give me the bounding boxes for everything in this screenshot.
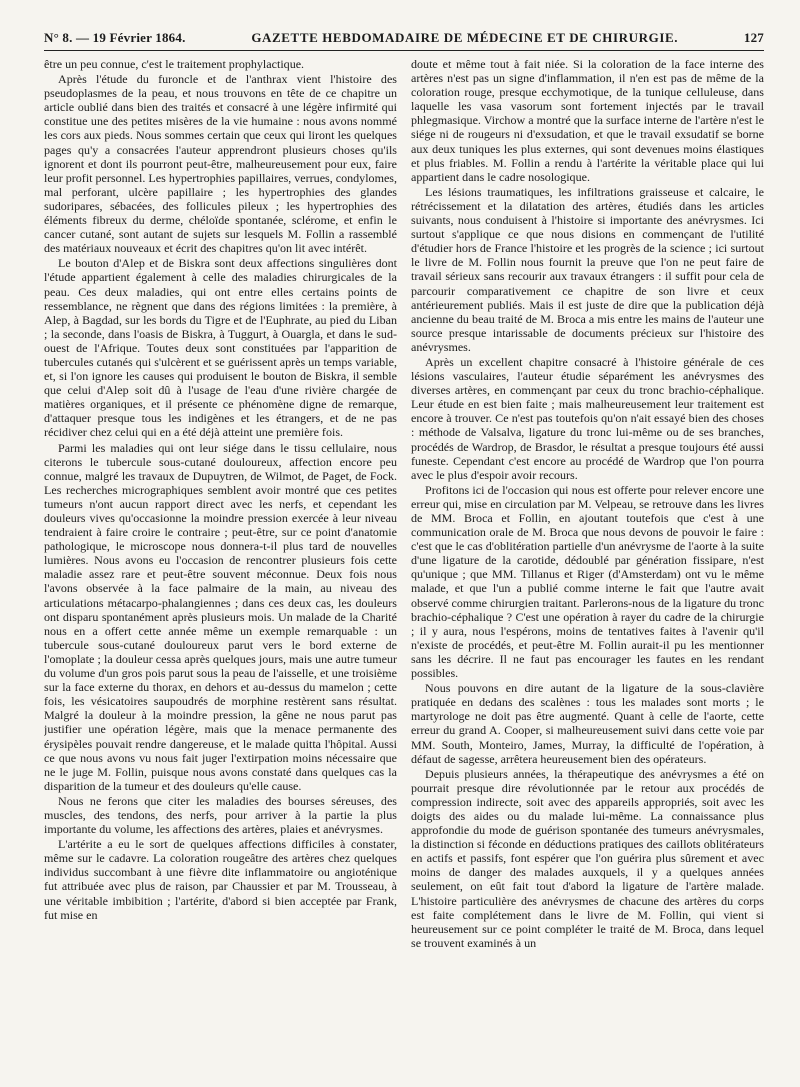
- page-number: 127: [743, 30, 764, 45]
- paragraph: Nous ne ferons que citer les maladies des bourses séreuses, des muscles, des tendons, des nerfs, pour arriver à la partie la plus importante du volume, les affections des artères, plaies et anévrysmes.: [44, 793, 397, 837]
- paragraph: Après un excellent chapitre consacré à l'histoire générale de ces lésions vasculaires, l'auteur étudie séparément les anévrysmes des diverses artères, en commençant par ceux du tronc brachio-céphalique. Leur étude en est bien faite ; mais malheureusement leur traitement est encore à trouver. Ce n'est pas toutefois qu'on n'ait essayé bien des choses : méthode de Valsalva, ligature du tronc lui-même ou de ses branches, procédés de Wardrop, de Brasdor, le résultat a presque toujours été aussi funeste. Cependant c'est encore au procédé de Wardrop que l'on pourra avec le plus d'espoir avoir recours.: [411, 354, 764, 482]
- paragraph: Nous pouvons en dire autant de la ligature de la sous-clavière pratiquée en dedans des scalènes : tous les malades sont morts ; le martyrologe ne doit pas être augmenté. Quant à celle de l'aorte, cette erreur du grand A. Cooper, si malheureusement suivi dans cette voie par MM. South, Monteiro, James, Murray, la difficulté de l'opération, à défaut de sagesse, arrêtera heureusement bien des opérateurs.: [411, 681, 764, 766]
- paragraph: être un peu connue, c'est le traitement prophylactique.: [44, 57, 305, 71]
- paragraph: doute et même tout à fait niée. Si la coloration de la face interne des artères n'est pas un signe d'inflammation, il n'en est pas de même de la coloration rouge, presque ecchymotique, de la tunique celluleuse, dans laquelle les vasa vasorum sont fortement injectés par le travail phlegmasique. Virchow a montré que la surface interne de l'artère n'est le siége ni de rougeurs ni d'exsudation, et que le travail exsudatif se borne aux deux tuniques les plus externes, qui sont devenues moins élastiques et plus friables. M. Follin a rendu à l'artérite la véritable place qui lui appartient dans le cadre nosologique.: [411, 57, 764, 184]
- paragraph: Parmi les maladies qui ont leur siége dans le tissu cellulaire, nous citerons le tubercule sous-cutané douloureux, affection encore peu connue, malgré les travaux de Dupuytren, de Wilmot, de Paget, de Fock. Les recherches micrographiques semblent avoir montré que ces petites tumeurs n'ont aucun rapport direct avec les nerfs, et cependant les douleurs vives qu'occasionne la moindre pression exercée à leur niveau tendraient à faire croire le contraire ; peut-être, sur ce point d'anatomie pathologique, le microscope nous donnera-t-il plus tard de nouvelles lumières. Nous avons eu l'occasion de rencontrer plusieurs fois cette maladie assez rare et peut-être souvent méconnue. Deux fois nous l'avons observée à la face palmaire de la main, au niveau des articulations métacarpo-phalangiennes ; dans ces deux cas, les douleurs ont disparu spontanément après plusieurs mois. Un malade de la Charité nous en a offert cette année même un exemple remarquable : un tubercule sous-cutané douloureux parut vers le bord externe de l'omoplate ; la douleur cessa après quelques jours, mais une autre tumeur du volume d'un gros pois parut sous la peau de l'aisselle, et une troisième sur la face externe du thorax, en dehors et au-dessus du mamelon ; cette fois, les vésicatoires saupoudrés de morphine restèrent sans résultat. Malgré la douleur à la moindre pression, la gêne ne nous parut pas justifier une opération légère, mais que la menace permanente des érysipèles pouvait rendre dangereuse, et le malade quitta l'hôpital. Aussi ce que nous avons vu nous fait juger l'extirpation moins nécessaire que ne le juge M. Follin, puisque nous avons constaté dans quelques cas la disparition de la tumeur et des douleurs qu'elle cause.: [44, 440, 397, 793]
- page-header: [44, 30, 764, 51]
- text-columns: [44, 57, 764, 1062]
- right-column: [411, 57, 764, 1062]
- left-column: [44, 57, 397, 1062]
- paragraph: Profitons ici de l'occasion qui nous est offerte pour relever encore une erreur qui, mise en circulation par M. Velpeau, se retrouve dans les livres de MM. Broca et Follin, en ajoutant toutefois que c'est à une communication orale de M. Broca que nous devons de pouvoir le faire : c'est que le cas d'oblitération partielle d'un anévrysme de l'aorte à la suite d'une ligature de la carotide, dédoublé par génération fissipare, n'est qu'unique ; que MM. Tillanus et Riger (d'Amsterdam) ont vu le même malade, et que l'un a publié comme interne le fait que l'autre avait observé comme chirurgien traitant. Parlerons-nous de la ligature du tronc brachio-céphalique ? C'est une opération à rayer du cadre de la chirurgie ; il y aura, nous l'espérons, moins de tentatives faites à l'avenir qu'il n'existe de procédés, et peut-être M. Follin aurait-il pu les mentionner sans les décrire. Il ne faut pas encourager les fautes en les rendant possibles.: [411, 482, 764, 681]
- paragraph: L'artérite a eu le sort de quelques affections difficiles à constater, même sur le cadavre. La coloration rougeâtre des artères chez quelques individus succombant à une fièvre dite inflammatoire ou angioténique fut attribuée avec plus de raison, par Chaussier et par M. Trousseau, à une véritable imbibition ; l'artérite, d'abord si bien acceptée par Frank, fut mise en: [44, 837, 397, 922]
- paragraph: Après l'étude du furoncle et de l'anthrax vient l'histoire des pseudoplasmes de la peau, et nous trouvons en tête de ce chapitre un article oublié dans bien des traités et consacré à une légère infirmité qui constitue une des petites misères de la vie humaine : nous avons nommé les cors aux pieds. Nous sommes certain que ceux qui liront les quelques pages qu'y a consacrées l'auteur apprendront plusieurs choses qu'ils ignorent et dont ils pourront peut-être, malheureusement pour eux, faire leur profit personnel. Les hypertrophies papillaires, verrues, condylomes, mal perforant, ulcère papillaire ; les hypertrophies des glandes sudoripares, sébacées, des follicules pileux ; les hypertrophies des éléments fibreux du derme, chéloïde spontanée, sclérome, et enfin le cancer cutané, sont autant de sujets sur lesquels M. Follin a rassemblé des matériaux nouveaux et écrit des chapitres qu'on lit avec intérêt.: [44, 72, 397, 256]
- journal-title: GAZETTE HEBDOMADAIRE DE MÉDECINE ET DE CHIRURGIE.: [251, 30, 679, 45]
- issue-date: N° 8. — 19 Février 1864.: [44, 30, 186, 45]
- paragraph: Les lésions traumatiques, les infiltrations graisseuse et calcaire, le rétrécissement et la dilatation des artères, étudiés dans les articles suivants, nous conduisent à l'histoire si importante des anévrysmes. Ici surtout s'applique ce que nous disions en commençant de l'utilité d'étudier hors de France l'histoire et les progrès de la science ; ici surtout le livre de M. Follin nous fournit la preuve que l'on ne peut faire de travail sérieux sans recourir aux travaux étrangers : il suffit pour cela de parcourir comparativement ce chapitre de son livre et ceux antérieurement publiés. Mais il est juste de dire que la publication déjà ancienne du beau traité de M. Broca a mis entre les mains de l'auteur une source presque intarissable de documents précieux sur l'histoire des anévrysmes.: [411, 184, 764, 354]
- paragraph: Depuis plusieurs années, la thérapeutique des anévrysmes a été on pourrait presque dire révolutionnée par le retour aux procédés de compression indirecte, soit avec des appareils appropriés, soit avec les doigts des aides ou du malade lui-même. La connaissance plus approfondie du mode de guérison spontanée des tumeurs anévrysmales, la distinction si féconde en déductions pratiques des caillots oblitérateurs en actifs et passifs, font espérer que l'on guérira plus sûrement et avec moins de danger des malades auxquels, il y a quelques années seulement, on eût fait tout d'abord la ligature de l'artère malade. L'histoire particulière des anévrysmes de chacune des artères du corps est faite complétement dans le livre de M. Follin, qui vient si heureusement sur ce point compléter le traité de M. Broca, dans lequel se trouvent examinés à un: [411, 766, 764, 950]
- paragraph: Le bouton d'Alep et de Biskra sont deux affections singulières dont l'étude appartient également à celle des maladies chirurgicales de la peau. Ces deux maladies, qui ont entre elles certains points de ressemblance, ne règnent que dans des régions limitées : la première, à Alep, à Bagdad, sur les bords du Tigre et de l'Euphrate, au pied du Liban ; la seconde, dans l'oasis de Biskra, à Tuggurt, à Ouargla, et dans le sud-ouest de l'Afrique. Toutes deux sont constituées par l'apparition de tubercules cutanés qui s'ulcèrent et se guérissent après un temps variable, et, si l'on ignore les causes qui produisent le bouton de Biskra, il semble que celui d'Alep soit dû à l'usage de l'eau d'une rivière chargée de matières organiques, et il présente ce phénomène digne de remarque, d'attaquer presque tous les indigènes et les étrangers, et de ne pas récidiver chez celui qui en a été déjà atteint une première fois.: [44, 256, 397, 440]
